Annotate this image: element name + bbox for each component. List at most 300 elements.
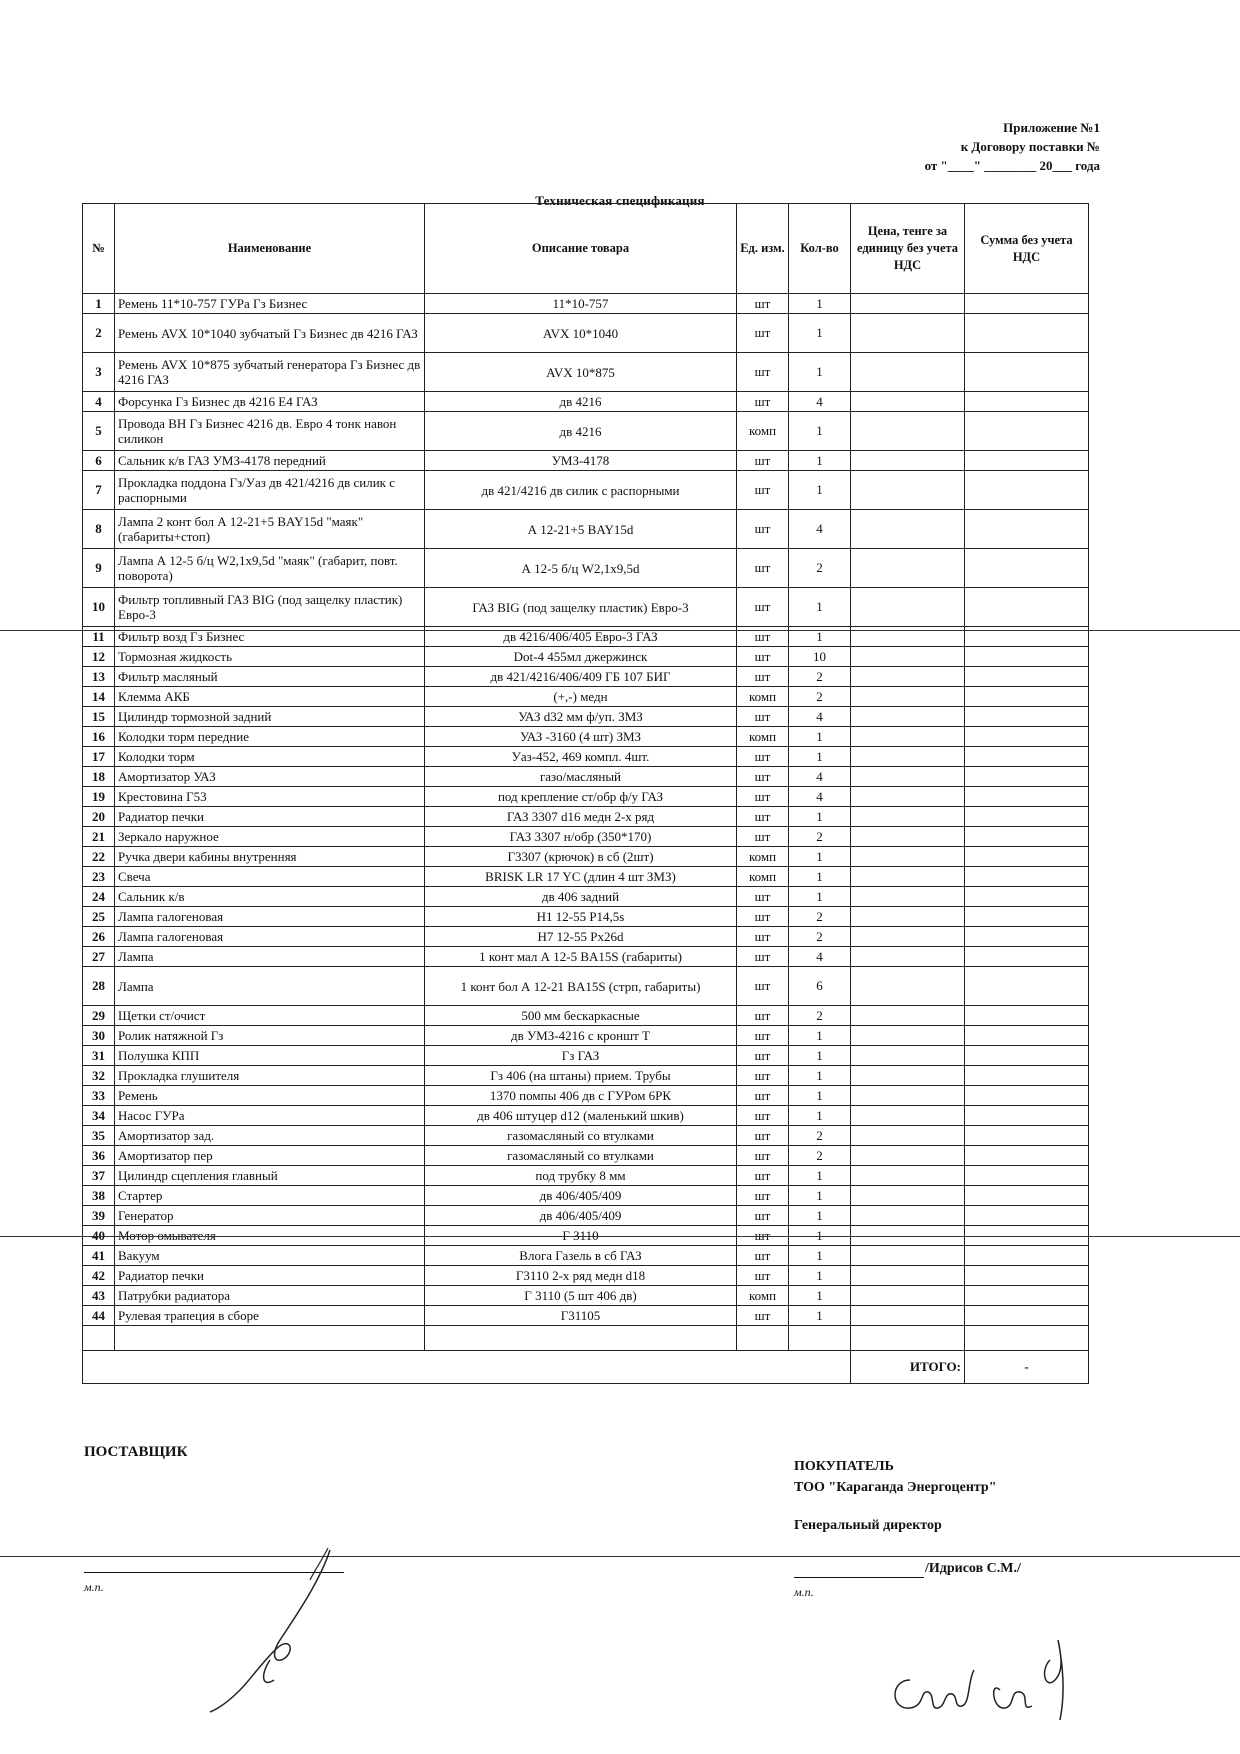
total-row bbox=[83, 1351, 1089, 1384]
item-name: Сальник к/в ГАЗ УМЗ-4178 передний bbox=[115, 451, 425, 471]
item-description: Уаз-452, 469 компл. 4шт. bbox=[425, 747, 737, 767]
item-quantity: 1 bbox=[789, 847, 851, 867]
item-price bbox=[851, 392, 965, 412]
item-unit: шт bbox=[737, 1126, 789, 1146]
row-number: 34 bbox=[83, 1106, 115, 1126]
row-number: 12 bbox=[83, 647, 115, 667]
item-unit: шт bbox=[737, 1306, 789, 1326]
row-number: 20 bbox=[83, 807, 115, 827]
item-unit: шт bbox=[737, 1006, 789, 1026]
item-unit: шт bbox=[737, 471, 789, 510]
item-quantity: 1 bbox=[789, 747, 851, 767]
table-row bbox=[83, 314, 1089, 353]
row-number: 38 bbox=[83, 1186, 115, 1206]
item-description: ГАЗ 3307 н/обр (350*170) bbox=[425, 827, 737, 847]
item-sum bbox=[965, 787, 1089, 807]
item-quantity: 1 bbox=[789, 412, 851, 451]
item-quantity: 1 bbox=[789, 887, 851, 907]
item-description: H1 12-55 P14,5s bbox=[425, 907, 737, 927]
contract-date: от "____" ________ 20___ года bbox=[924, 158, 1100, 173]
item-price bbox=[851, 1006, 965, 1026]
row-number: 39 bbox=[83, 1206, 115, 1226]
item-sum bbox=[965, 471, 1089, 510]
item-description: дв 406/405/409 bbox=[425, 1186, 737, 1206]
item-description: ГАЗ BIG (под защелку пластик) Евро-3 bbox=[425, 588, 737, 627]
item-quantity: 1 bbox=[789, 588, 851, 627]
buyer-position: Генеральный директор bbox=[794, 1518, 942, 1533]
item-quantity: 1 bbox=[789, 471, 851, 510]
row-number: 18 bbox=[83, 767, 115, 787]
item-unit: шт bbox=[737, 1266, 789, 1286]
row-number: 33 bbox=[83, 1086, 115, 1106]
row-number: 10 bbox=[83, 588, 115, 627]
item-price bbox=[851, 647, 965, 667]
table-row bbox=[83, 1006, 1089, 1026]
item-unit: шт bbox=[737, 353, 789, 392]
item-description: Гз 406 (на штаны) прием. Трубы bbox=[425, 1066, 737, 1086]
table-row bbox=[83, 767, 1089, 787]
table-row bbox=[83, 1086, 1089, 1106]
item-quantity: 1 bbox=[789, 1046, 851, 1066]
row-number: 4 bbox=[83, 392, 115, 412]
item-quantity: 2 bbox=[789, 687, 851, 707]
table-row bbox=[83, 667, 1089, 687]
item-description: AVX 10*1040 bbox=[425, 314, 737, 353]
row-number: 44 bbox=[83, 1306, 115, 1326]
item-description: Г 3110 bbox=[425, 1226, 737, 1246]
item-sum bbox=[965, 807, 1089, 827]
item-unit: шт bbox=[737, 907, 789, 927]
item-name: Прокладка глушителя bbox=[115, 1066, 425, 1086]
item-unit: шт bbox=[737, 1046, 789, 1066]
item-price bbox=[851, 451, 965, 471]
table-row bbox=[83, 294, 1089, 314]
item-unit: шт bbox=[737, 827, 789, 847]
item-description: (+,-) медн bbox=[425, 687, 737, 707]
item-sum bbox=[965, 1206, 1089, 1226]
item-description: 11*10-757 bbox=[425, 294, 737, 314]
header-price: Цена, тенге за единицу без учета НДС bbox=[851, 204, 965, 294]
item-name: Зеркало наружное bbox=[115, 827, 425, 847]
table-body bbox=[83, 294, 1089, 1326]
item-unit: шт bbox=[737, 767, 789, 787]
row-number: 41 bbox=[83, 1246, 115, 1266]
item-quantity: 1 bbox=[789, 1266, 851, 1286]
item-name: Прокладка поддона Гз/Уаз дв 421/4216 дв силик с распорными bbox=[115, 471, 425, 510]
item-price bbox=[851, 294, 965, 314]
total-label: ИТОГО: bbox=[851, 1351, 965, 1384]
table-row bbox=[83, 1306, 1089, 1326]
item-quantity: 2 bbox=[789, 549, 851, 588]
row-number: 22 bbox=[83, 847, 115, 867]
item-price bbox=[851, 827, 965, 847]
supplier-handwritten-signature bbox=[200, 1540, 360, 1720]
table-row bbox=[83, 1166, 1089, 1186]
item-unit: шт bbox=[737, 588, 789, 627]
item-quantity: 4 bbox=[789, 767, 851, 787]
item-name: Клемма АКБ bbox=[115, 687, 425, 707]
item-unit: шт bbox=[737, 1166, 789, 1186]
row-number: 19 bbox=[83, 787, 115, 807]
item-unit: шт bbox=[737, 807, 789, 827]
item-description: дв 421/4216 дв силик с распорными bbox=[425, 471, 737, 510]
item-price bbox=[851, 1146, 965, 1166]
item-description: Гз ГАЗ bbox=[425, 1046, 737, 1066]
table-row bbox=[83, 867, 1089, 887]
item-description: Г31105 bbox=[425, 1306, 737, 1326]
item-price bbox=[851, 847, 965, 867]
item-unit: шт bbox=[737, 1226, 789, 1246]
fold-line bbox=[0, 1236, 1240, 1237]
item-sum bbox=[965, 687, 1089, 707]
table-row bbox=[83, 707, 1089, 727]
item-name: Амортизатор УАЗ bbox=[115, 767, 425, 787]
item-quantity: 1 bbox=[789, 1306, 851, 1326]
item-quantity: 2 bbox=[789, 907, 851, 927]
item-unit: шт bbox=[737, 294, 789, 314]
item-description: AVX 10*875 bbox=[425, 353, 737, 392]
item-sum bbox=[965, 667, 1089, 687]
item-sum bbox=[965, 1026, 1089, 1046]
item-sum bbox=[965, 967, 1089, 1006]
item-description: дв УМЗ-4216 с кроншт Т bbox=[425, 1026, 737, 1046]
table-row bbox=[83, 549, 1089, 588]
item-sum bbox=[965, 1186, 1089, 1206]
table-row bbox=[83, 1146, 1089, 1166]
item-price bbox=[851, 1246, 965, 1266]
item-description: ГАЗ 3307 d16 медн 2-х ряд bbox=[425, 807, 737, 827]
item-unit: шт bbox=[737, 787, 789, 807]
item-price bbox=[851, 1186, 965, 1206]
item-price bbox=[851, 1086, 965, 1106]
table-row bbox=[83, 1186, 1089, 1206]
item-quantity: 1 bbox=[789, 1066, 851, 1086]
item-name: Ремень AVX 10*875 зубчатый генератора Гз Бизнес дв 4216 ГАЗ bbox=[115, 353, 425, 392]
row-number: 13 bbox=[83, 667, 115, 687]
row-number: 9 bbox=[83, 549, 115, 588]
item-price bbox=[851, 1046, 965, 1066]
item-sum bbox=[965, 294, 1089, 314]
item-unit: комп bbox=[737, 687, 789, 707]
item-quantity: 1 bbox=[789, 1286, 851, 1306]
item-quantity: 1 bbox=[789, 451, 851, 471]
item-name: Амортизатор зад. bbox=[115, 1126, 425, 1146]
row-number: 14 bbox=[83, 687, 115, 707]
item-sum bbox=[965, 767, 1089, 787]
item-name: Сальник к/в bbox=[115, 887, 425, 907]
row-number: 2 bbox=[83, 314, 115, 353]
table-row bbox=[83, 1126, 1089, 1146]
table-row bbox=[83, 588, 1089, 627]
item-quantity: 1 bbox=[789, 807, 851, 827]
item-name: Лампа галогеновая bbox=[115, 907, 425, 927]
item-price bbox=[851, 967, 965, 1006]
item-description: 1370 помпы 406 дв с ГУРом 6РК bbox=[425, 1086, 737, 1106]
item-quantity: 1 bbox=[789, 294, 851, 314]
table-header-row bbox=[83, 204, 1089, 294]
item-unit: шт bbox=[737, 627, 789, 647]
table-row bbox=[83, 451, 1089, 471]
item-name: Полушка КПП bbox=[115, 1046, 425, 1066]
item-quantity: 2 bbox=[789, 1146, 851, 1166]
table-row bbox=[83, 392, 1089, 412]
buyer-handwritten-initials bbox=[880, 1620, 1100, 1730]
item-description: газо/масляный bbox=[425, 767, 737, 787]
item-quantity: 1 bbox=[789, 867, 851, 887]
table-row bbox=[83, 967, 1089, 1006]
item-unit: шт bbox=[737, 747, 789, 767]
item-sum bbox=[965, 1106, 1089, 1126]
item-sum bbox=[965, 1166, 1089, 1186]
item-description: дв 4216/406/405 Евро-3 ГАЗ bbox=[425, 627, 737, 647]
item-price bbox=[851, 687, 965, 707]
item-description: дв 4216 bbox=[425, 392, 737, 412]
item-name: Радиатор печки bbox=[115, 1266, 425, 1286]
item-price bbox=[851, 767, 965, 787]
row-number: 43 bbox=[83, 1286, 115, 1306]
row-number: 16 bbox=[83, 727, 115, 747]
item-sum bbox=[965, 927, 1089, 947]
table-row bbox=[83, 1266, 1089, 1286]
item-unit: шт bbox=[737, 1246, 789, 1266]
item-name: Лампа 2 конт бол А 12-21+5 BAY15d "маяк" (габариты+стоп) bbox=[115, 510, 425, 549]
item-sum bbox=[965, 392, 1089, 412]
table-row bbox=[83, 1206, 1089, 1226]
item-name: Цилиндр тормозной задний bbox=[115, 707, 425, 727]
fold-line bbox=[0, 1556, 1240, 1557]
buyer-company: ТОО "Караганда Энергоцентр" bbox=[794, 1480, 997, 1495]
item-unit: комп bbox=[737, 1286, 789, 1306]
item-price bbox=[851, 1126, 965, 1146]
item-description: дв 4216 bbox=[425, 412, 737, 451]
row-number: 6 bbox=[83, 451, 115, 471]
buyer-signature-line bbox=[794, 1577, 924, 1578]
item-quantity: 1 bbox=[789, 1186, 851, 1206]
header-name: Наименование bbox=[115, 204, 425, 294]
row-number: 26 bbox=[83, 927, 115, 947]
item-description: УАЗ d32 мм ф/уп. ЗМЗ bbox=[425, 707, 737, 727]
item-name: Крестовина Г53 bbox=[115, 787, 425, 807]
table-row bbox=[83, 927, 1089, 947]
table-row bbox=[83, 827, 1089, 847]
item-quantity: 4 bbox=[789, 707, 851, 727]
item-name: Стартер bbox=[115, 1186, 425, 1206]
item-description: H7 12-55 Px26d bbox=[425, 927, 737, 947]
item-unit: шт bbox=[737, 1186, 789, 1206]
item-quantity: 4 bbox=[789, 947, 851, 967]
item-name: Колодки торм bbox=[115, 747, 425, 767]
row-number: 8 bbox=[83, 510, 115, 549]
buyer-block bbox=[794, 1456, 997, 1498]
table-row bbox=[83, 947, 1089, 967]
item-unit: шт bbox=[737, 1086, 789, 1106]
supplier-stamp-place: м.п. bbox=[84, 1580, 104, 1594]
item-price bbox=[851, 1266, 965, 1286]
item-sum bbox=[965, 353, 1089, 392]
item-quantity: 1 bbox=[789, 1086, 851, 1106]
table-row bbox=[83, 747, 1089, 767]
row-number: 7 bbox=[83, 471, 115, 510]
row-number: 31 bbox=[83, 1046, 115, 1066]
item-quantity: 10 bbox=[789, 647, 851, 667]
item-quantity: 4 bbox=[789, 392, 851, 412]
item-sum bbox=[965, 1146, 1089, 1166]
item-quantity: 4 bbox=[789, 510, 851, 549]
table-row bbox=[83, 727, 1089, 747]
supplier-label: ПОСТАВЩИК bbox=[84, 1444, 188, 1460]
item-quantity: 1 bbox=[789, 1166, 851, 1186]
item-sum bbox=[965, 747, 1089, 767]
item-description: Г3307 (крючок) в сб (2шт) bbox=[425, 847, 737, 867]
item-price bbox=[851, 1166, 965, 1186]
item-price bbox=[851, 727, 965, 747]
item-name: Радиатор печки bbox=[115, 807, 425, 827]
item-sum bbox=[965, 588, 1089, 627]
item-unit: шт bbox=[737, 1066, 789, 1086]
item-name: Фильтр возд Гз Бизнес bbox=[115, 627, 425, 647]
item-unit: шт bbox=[737, 392, 789, 412]
table-row bbox=[83, 1066, 1089, 1086]
item-description: 1 конт мал А 12-5 BA15S (габариты) bbox=[425, 947, 737, 967]
item-description: BRISK LR 17 YC (длин 4 шт ЗМЗ) bbox=[425, 867, 737, 887]
item-quantity: 6 bbox=[789, 967, 851, 1006]
buyer-label: ПОКУПАТЕЛЬ bbox=[794, 1459, 894, 1474]
item-unit: комп bbox=[737, 412, 789, 451]
item-price bbox=[851, 747, 965, 767]
item-sum bbox=[965, 510, 1089, 549]
item-description: Влога Газель в сб ГАЗ bbox=[425, 1246, 737, 1266]
item-sum bbox=[965, 707, 1089, 727]
item-name: Патрубки радиатора bbox=[115, 1286, 425, 1306]
item-unit: комп bbox=[737, 867, 789, 887]
appendix-number: Приложение №1 bbox=[1003, 120, 1100, 135]
item-sum bbox=[965, 647, 1089, 667]
item-sum bbox=[965, 451, 1089, 471]
item-description: А 12-5 б/ц W2,1х9,5d bbox=[425, 549, 737, 588]
row-number: 42 bbox=[83, 1266, 115, 1286]
table-row bbox=[83, 787, 1089, 807]
item-name: Свеча bbox=[115, 867, 425, 887]
row-number: 21 bbox=[83, 827, 115, 847]
row-number: 32 bbox=[83, 1066, 115, 1086]
item-name: Лампа bbox=[115, 947, 425, 967]
item-unit: комп bbox=[737, 727, 789, 747]
item-unit: шт bbox=[737, 510, 789, 549]
item-description: дв 406 штуцер d12 (маленький шкив) bbox=[425, 1106, 737, 1126]
item-name: Цилиндр сцепления главный bbox=[115, 1166, 425, 1186]
item-name: Генератор bbox=[115, 1206, 425, 1226]
table-row bbox=[83, 1246, 1089, 1266]
item-price bbox=[851, 1286, 965, 1306]
item-unit: шт bbox=[737, 549, 789, 588]
empty-row bbox=[83, 1326, 1089, 1351]
item-price bbox=[851, 907, 965, 927]
fold-line bbox=[0, 630, 1240, 631]
item-quantity: 1 bbox=[789, 1026, 851, 1046]
item-name: Провода ВН Гз Бизнес 4216 дв. Евро 4 тонк навон силикон bbox=[115, 412, 425, 451]
table-row bbox=[83, 1046, 1089, 1066]
item-name: Ролик натяжной Гз bbox=[115, 1026, 425, 1046]
item-quantity: 2 bbox=[789, 827, 851, 847]
buyer-signatory-name: /Идрисов С.М./ bbox=[925, 1561, 1021, 1576]
item-price bbox=[851, 667, 965, 687]
row-number: 5 bbox=[83, 412, 115, 451]
row-number: 3 bbox=[83, 353, 115, 392]
item-quantity: 1 bbox=[789, 627, 851, 647]
item-description: дв 406 задний bbox=[425, 887, 737, 907]
item-unit: шт bbox=[737, 451, 789, 471]
item-unit: шт bbox=[737, 1106, 789, 1126]
item-sum bbox=[965, 847, 1089, 867]
item-unit: шт bbox=[737, 1026, 789, 1046]
item-description: Г3110 2-х ряд медн d18 bbox=[425, 1266, 737, 1286]
item-name: Вакуум bbox=[115, 1246, 425, 1266]
item-quantity: 1 bbox=[789, 1226, 851, 1246]
row-number: 23 bbox=[83, 867, 115, 887]
item-sum bbox=[965, 947, 1089, 967]
item-unit: шт bbox=[737, 667, 789, 687]
item-sum bbox=[965, 1286, 1089, 1306]
item-sum bbox=[965, 1086, 1089, 1106]
contract-reference: к Договору поставки № bbox=[960, 139, 1100, 154]
table-row bbox=[83, 907, 1089, 927]
header-sum: Сумма без учета НДС bbox=[965, 204, 1089, 294]
table-row bbox=[83, 1106, 1089, 1126]
row-number: 25 bbox=[83, 907, 115, 927]
item-description: 1 конт бол А 12-21 BA15S (стрп, габариты) bbox=[425, 967, 737, 1006]
row-number: 27 bbox=[83, 947, 115, 967]
item-name: Ремень bbox=[115, 1086, 425, 1106]
row-number: 35 bbox=[83, 1126, 115, 1146]
item-price bbox=[851, 1106, 965, 1126]
item-price bbox=[851, 353, 965, 392]
item-name: Мотор омывателя bbox=[115, 1226, 425, 1246]
item-sum bbox=[965, 1126, 1089, 1146]
item-quantity: 2 bbox=[789, 1126, 851, 1146]
item-sum bbox=[965, 907, 1089, 927]
item-unit: шт bbox=[737, 887, 789, 907]
item-price bbox=[851, 927, 965, 947]
item-name: Насос ГУРа bbox=[115, 1106, 425, 1126]
item-name: Ремень AVX 10*1040 зубчатый Гз Бизнес дв 4216 ГАЗ bbox=[115, 314, 425, 353]
item-description: Dot-4 455мл джержинск bbox=[425, 647, 737, 667]
item-unit: шт bbox=[737, 1146, 789, 1166]
table-row bbox=[83, 1026, 1089, 1046]
item-name: Фильтр масляный bbox=[115, 667, 425, 687]
item-unit: шт bbox=[737, 947, 789, 967]
header-description: Описание товара bbox=[425, 204, 737, 294]
item-name: Лампа А 12-5 б/ц W2,1х9,5d "маяк" (габарит, повт. поворота) bbox=[115, 549, 425, 588]
item-name: Амортизатор пер bbox=[115, 1146, 425, 1166]
item-sum bbox=[965, 1306, 1089, 1326]
item-quantity: 1 bbox=[789, 353, 851, 392]
item-quantity: 1 bbox=[789, 1246, 851, 1266]
item-sum bbox=[965, 867, 1089, 887]
item-description: А 12-21+5 BAY15d bbox=[425, 510, 737, 549]
item-price bbox=[851, 947, 965, 967]
item-price bbox=[851, 787, 965, 807]
item-name: Щетки ст/очист bbox=[115, 1006, 425, 1026]
item-quantity: 1 bbox=[789, 314, 851, 353]
item-description: дв 406/405/409 bbox=[425, 1206, 737, 1226]
item-sum bbox=[965, 1266, 1089, 1286]
item-sum bbox=[965, 887, 1089, 907]
item-sum bbox=[965, 727, 1089, 747]
item-unit: шт bbox=[737, 967, 789, 1006]
table-row bbox=[83, 471, 1089, 510]
item-price bbox=[851, 707, 965, 727]
item-description: УМЗ-4178 bbox=[425, 451, 737, 471]
